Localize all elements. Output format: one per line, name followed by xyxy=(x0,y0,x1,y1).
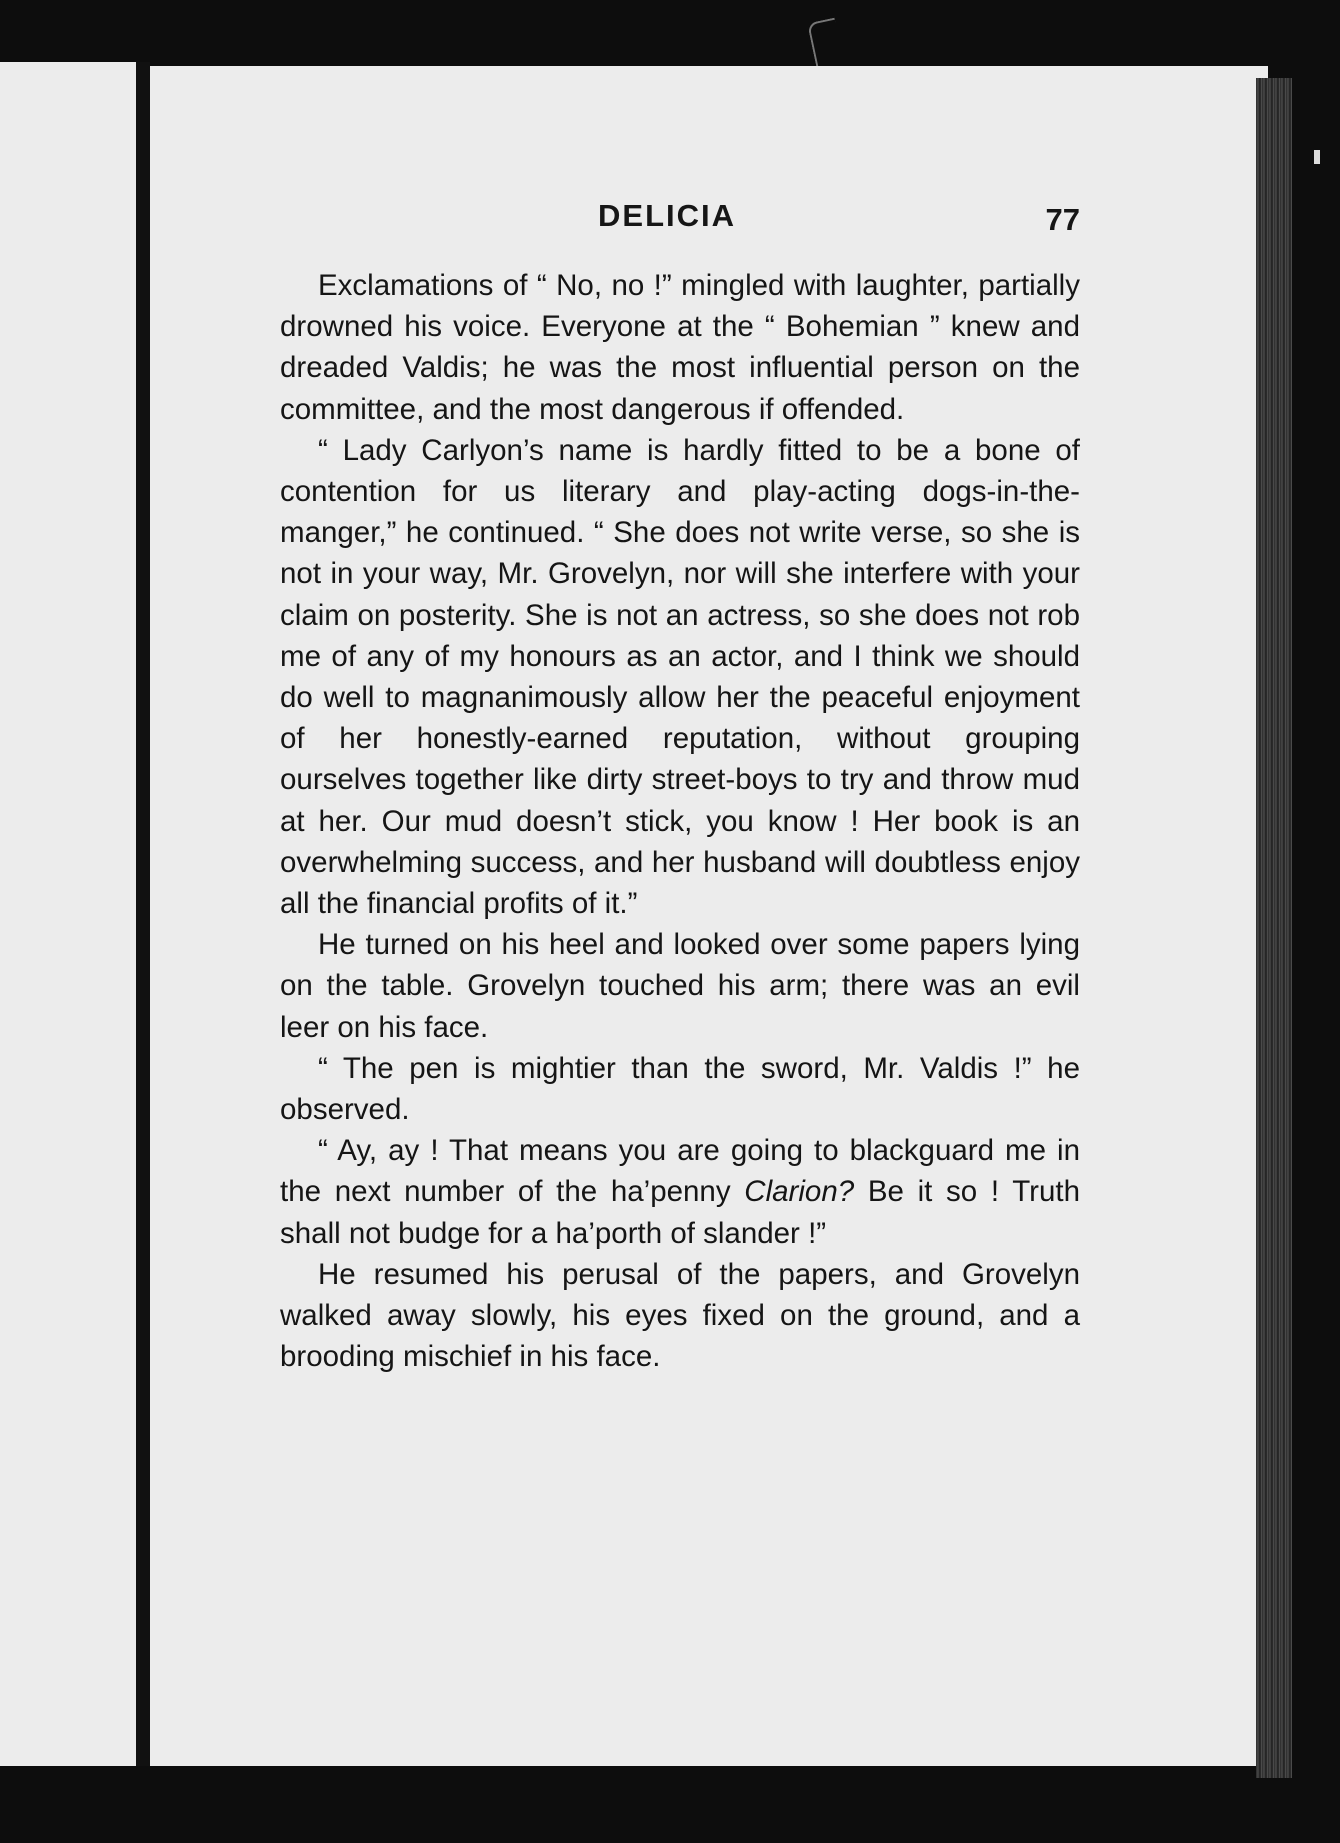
running-title: DELICIA xyxy=(598,198,736,233)
paragraph: “ The pen is mightier than the sword, Mr. Valdis !” he observed. xyxy=(280,1051,1080,1127)
paragraph-text: Be it so ! Truth shall not budge for a ha’porth of slander !” xyxy=(280,1175,1081,1250)
page-header xyxy=(280,198,1080,248)
paragraph: “ Lady Carlyon’s name is hardly fitted to be a bone of contention for us literary and play-acting dogs-in-the-manger,” he continued. “ She does not write verse, so she is not in your way, Mr. Grovelyn, nor will she interfere with your claim on posterity. She is not an actress, so she does not rob me of any of my honours as an actor, and I think we should do well to magnanimously allow her the peaceful enjoyment of her honestly-earned reputation, without grouping ourselves together like dirty street-boys to try and throw mud at her. Our mud doesn’t stick, you know ! Her book is an overwhelming success, and her husband will doubtless enjoy all the financial profits of it.” xyxy=(280,433,1080,921)
scan-artifact xyxy=(1314,150,1320,164)
body-text xyxy=(280,265,1080,1377)
page-number: 77 xyxy=(1045,202,1080,237)
paragraph: Exclamations of “ No, no !” mingled with laughter, partially drowned his voice. Everyone at the “ Bohemian ” knew and dreaded Valdis; he was the most influential person on the committee, and the most dangerous if offended. xyxy=(280,269,1080,426)
paragraph xyxy=(280,1130,1080,1254)
paragraph: He turned on his heel and looked over some papers lying on the table. Grovelyn touched his arm; there was an evil leer on his face. xyxy=(280,928,1080,1044)
book-gutter xyxy=(136,62,150,1766)
paragraph-text: “ Ay, ay ! That means you are going to blackguard me in the next number of the ha’penny xyxy=(280,1134,1080,1209)
paragraph: He resumed his perusal of the papers, and Grovelyn walked away slowly, his eyes fixed on the ground, and a brooding mischief in his face. xyxy=(280,1257,1080,1374)
page-block-edge xyxy=(1256,78,1292,1778)
facing-page-edge xyxy=(0,62,136,1766)
italic-title: Clarion? xyxy=(744,1175,855,1209)
